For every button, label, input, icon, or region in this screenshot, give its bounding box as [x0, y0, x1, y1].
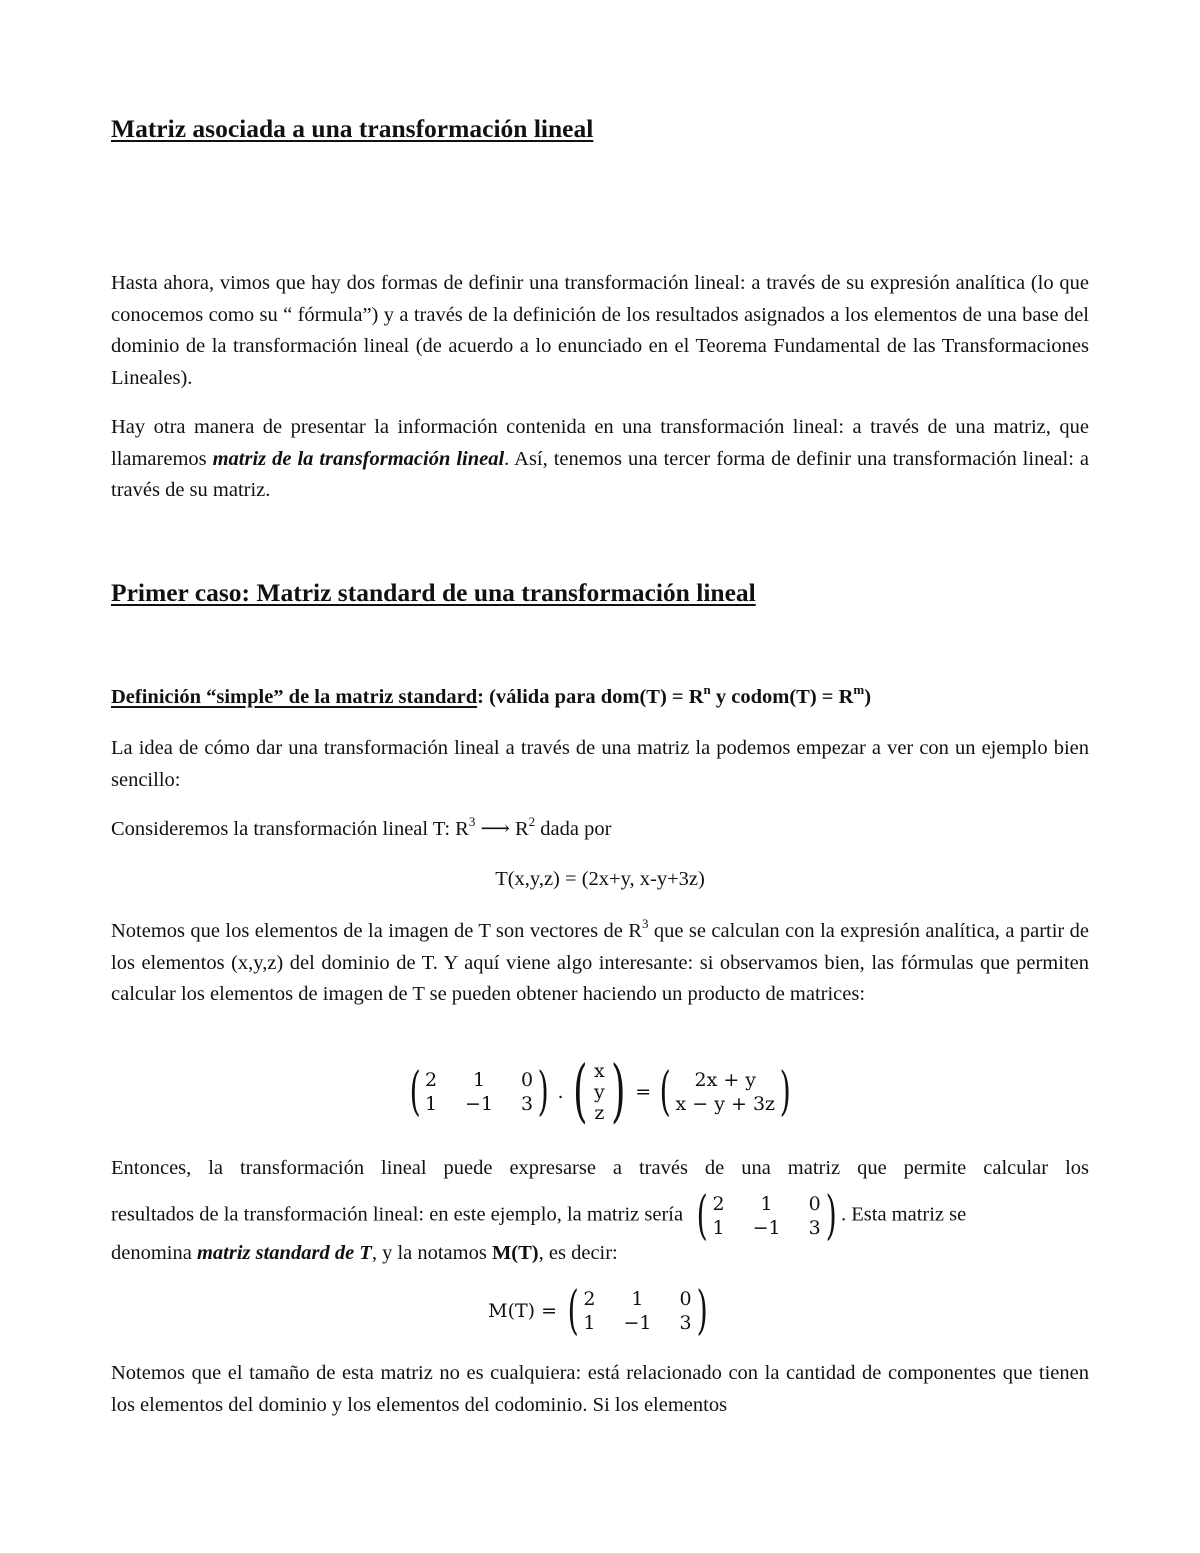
text-run: dada por [535, 818, 612, 840]
right-paren: ) [825, 1186, 837, 1246]
section-title-matriz-asociada: Matriz asociada a una transformación lineal [111, 114, 594, 143]
paragraph-intro: Hasta ahora, vimos que hay dos formas de definir una transformación lineal: a través de su expresión analítica (lo que conocemos como su “ fórmula”) y a través de la definición de los resultados asignados a los elementos de una base del dominio de la transformación lineal (de acuerdo a lo enunciado en el Teorema Fundamental de las Transformaciones Lineales). [111, 272, 1089, 389]
matrix-cell: 3 [521, 1093, 534, 1115]
matrix-cell: 1 [472, 1069, 486, 1091]
text-run: , es decir: [538, 1242, 618, 1264]
superscript: 3 [468, 814, 476, 829]
paragraph-otra-manera [111, 412, 1089, 507]
text-run: , y la notamos [371, 1242, 492, 1264]
matrix-cell: −1 [752, 1217, 781, 1239]
text-run: denomina [111, 1242, 197, 1264]
emphasis-matriz-standard: matriz standard de T [196, 1242, 372, 1264]
paragraph-consideremos [111, 814, 611, 846]
vector-grid [594, 1061, 605, 1124]
result-cell: x − y + 3z [675, 1093, 776, 1115]
text-run: que se calculan con la expresión analítica, a partir de los elementos (x,y,z) del dominio de T. Y aquí viene algo interesante: si observamos bien, las fórmulas que permiten calcular los elementos de imagen de T se pueden obtener haciendo un producto de matrices: [111, 920, 1089, 1005]
matrix-cell: 0 [808, 1193, 821, 1215]
formula-T: T(x,y,z) = (2x+y, x-y+3z) [495, 868, 705, 890]
matrix-cell: 1 [712, 1217, 725, 1239]
matrix-cell: 2 [583, 1288, 596, 1310]
text-run: y codom(T) = R [710, 686, 854, 708]
text-run: . Así, tenemos una tercer forma de definir una transformación lineal: a través de su matriz. [111, 447, 1089, 501]
text-run: ) [864, 686, 872, 708]
text-run: Hay otra manera de presentar la información contenida en una transformación lineal: a través de una matriz, que llamaremos [111, 416, 1089, 470]
matrix-MT [563, 1281, 712, 1341]
result-cell: 2x + y [694, 1069, 757, 1091]
vector-xyz [567, 1052, 631, 1131]
paragraph-entonces-line1: Entonces, la transformación lineal puede expresarse a través de una matriz que permite calcular los [111, 1157, 1089, 1179]
paragraph-entonces-line3 [111, 1238, 618, 1270]
emphasis-matriz-transformacion: matriz de la transformación lineal [212, 447, 505, 470]
right-paren: ) [779, 1062, 791, 1122]
matrix-cell: 3 [808, 1217, 821, 1239]
matrix-A [405, 1062, 554, 1122]
MT-equation [0, 1281, 1200, 1341]
text-run: (válida para dom(T) = R [483, 686, 704, 708]
result-vector [655, 1062, 795, 1122]
text-run: Consideremos la transformación lineal T: R [111, 818, 469, 840]
bold-MT: M(T) [491, 1242, 539, 1264]
vector-cell: y [594, 1080, 605, 1103]
superscript: 2 [528, 814, 536, 829]
left-paren: ( [567, 1281, 579, 1341]
text-run: Notemos que los elementos de la imagen de T son vectores de R [111, 920, 642, 942]
text-run: . Esta matriz se [841, 1203, 967, 1226]
right-paren: ) [610, 1052, 626, 1131]
section-title-primer-caso: Primer caso: Matriz standard de una transformación lineal [111, 578, 756, 607]
superscript: 3 [641, 916, 649, 931]
matrix-cell: 1 [583, 1312, 596, 1334]
left-paren: ( [409, 1062, 421, 1122]
text-run: ⟶ R [475, 818, 529, 840]
matrix-cell: −1 [623, 1312, 652, 1334]
definition-underlined: Definición “simple” de la matriz standard [111, 686, 478, 708]
matrix-cell: 1 [760, 1193, 773, 1215]
equals-sign: = [635, 1081, 652, 1103]
superscript-m: m [853, 682, 865, 697]
matrix-cell: 3 [679, 1312, 692, 1334]
MT-label: M(T) = [488, 1300, 558, 1322]
dot-operator: . [557, 1081, 564, 1103]
paragraph-entonces-line2 [111, 1186, 967, 1246]
right-paren: ) [696, 1281, 708, 1341]
paragraph-tamano: Notemos que el tamaño de esta matriz no es cualquiera: está relacionado con la cantidad de componentes que tienen los elementos del dominio y los elementos del codominio. Si los elementos [111, 1362, 1089, 1416]
text-run: : [477, 686, 484, 708]
result-grid [676, 1068, 776, 1116]
right-paren: ) [537, 1062, 549, 1122]
matrix-A-grid [425, 1068, 533, 1116]
matrix-product-equation [0, 1052, 1200, 1131]
left-paren: ( [659, 1062, 671, 1122]
matrix-cell: 1 [631, 1288, 644, 1310]
matrix-cell: 2 [712, 1193, 725, 1215]
matrix-cell: 1 [424, 1093, 438, 1115]
matrix-MT-grid [583, 1287, 691, 1335]
paragraph-idea: La idea de cómo dar una transformación lineal a través de una matriz la podemos empezar a ver con un ejemplo bien sencillo: [111, 737, 1089, 791]
matrix-cell: 2 [424, 1069, 438, 1091]
definition-heading [111, 682, 871, 714]
superscript-n: n [703, 682, 711, 697]
left-paren: ( [573, 1052, 589, 1131]
vector-cell: z [594, 1101, 605, 1124]
paragraph-notemos-imagen [111, 916, 1089, 1011]
matrix-cell: 0 [679, 1288, 692, 1310]
inline-matrix-grid [713, 1192, 821, 1240]
matrix-cell: 0 [521, 1069, 534, 1091]
vector-cell: x [594, 1059, 605, 1082]
left-paren: ( [696, 1186, 708, 1246]
inline-matrix [692, 1186, 841, 1246]
matrix-cell: −1 [465, 1093, 494, 1115]
text-run: resultados de la transformación lineal: en este ejemplo, la matriz sería [111, 1203, 684, 1226]
